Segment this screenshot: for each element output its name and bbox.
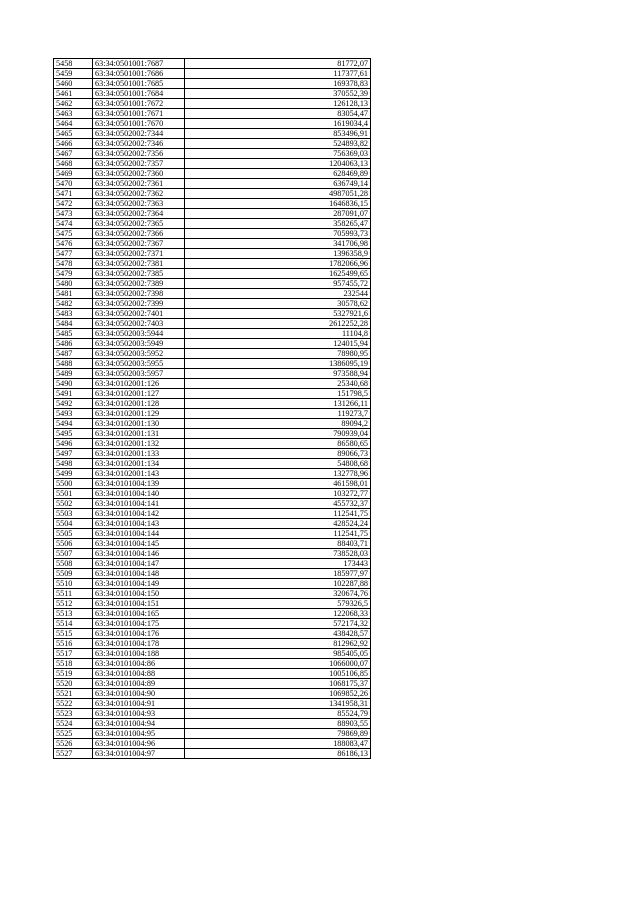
row-number-cell: 5482	[54, 299, 93, 309]
row-number-cell: 5468	[54, 159, 93, 169]
row-number-cell: 5488	[54, 359, 93, 369]
row-number-cell: 5489	[54, 369, 93, 379]
table-row	[54, 579, 371, 589]
value-cell: 79869,89	[185, 729, 371, 739]
table-row	[54, 109, 371, 119]
table-row	[54, 309, 371, 319]
value-cell: 86186,13	[185, 749, 371, 759]
cadastral-number-cell: 63:34:0101004:144	[93, 529, 185, 539]
row-number-cell: 5470	[54, 179, 93, 189]
cadastral-number-cell: 63:34:0501001:7687	[93, 59, 185, 69]
value-cell: 131266,11	[185, 399, 371, 409]
table-row	[54, 409, 371, 419]
row-number-cell: 5477	[54, 249, 93, 259]
table-row	[54, 469, 371, 479]
value-cell: 78980,95	[185, 349, 371, 359]
row-number-cell: 5526	[54, 739, 93, 749]
value-cell: 85524,79	[185, 709, 371, 719]
cadastral-number-cell: 63:34:0502002:7371	[93, 249, 185, 259]
row-number-cell: 5515	[54, 629, 93, 639]
cadastral-number-cell: 63:34:0101004:91	[93, 699, 185, 709]
cadastral-number-cell: 63:34:0501001:7684	[93, 89, 185, 99]
row-number-cell: 5473	[54, 209, 93, 219]
row-number-cell: 5465	[54, 129, 93, 139]
cadastral-number-cell: 63:34:0501001:7685	[93, 79, 185, 89]
table-row	[54, 119, 371, 129]
cadastral-number-cell: 63:34:0102001:134	[93, 459, 185, 469]
cadastral-number-cell: 63:34:0502002:7403	[93, 319, 185, 329]
table-body	[54, 59, 371, 759]
row-number-cell: 5480	[54, 279, 93, 289]
value-cell: 738528,03	[185, 549, 371, 559]
cadastral-number-cell: 63:34:0502002:7398	[93, 289, 185, 299]
row-number-cell: 5485	[54, 329, 93, 339]
value-cell: 705993,73	[185, 229, 371, 239]
value-cell: 185977,97	[185, 569, 371, 579]
cadastral-number-cell: 63:34:0102001:129	[93, 409, 185, 419]
table-row	[54, 209, 371, 219]
table-row	[54, 619, 371, 629]
table-row	[54, 559, 371, 569]
value-cell: 25340,68	[185, 379, 371, 389]
value-cell: 119273,7	[185, 409, 371, 419]
cadastral-number-cell: 63:34:0502002:7356	[93, 149, 185, 159]
value-cell: 287091,07	[185, 209, 371, 219]
row-number-cell: 5486	[54, 339, 93, 349]
table-row	[54, 539, 371, 549]
value-cell: 461598,01	[185, 479, 371, 489]
row-number-cell: 5518	[54, 659, 93, 669]
cadastral-number-cell: 63:34:0101004:149	[93, 579, 185, 589]
value-cell: 1782066,96	[185, 259, 371, 269]
value-cell: 103272,77	[185, 489, 371, 499]
cadastral-table	[53, 58, 371, 759]
value-cell: 579326,5	[185, 599, 371, 609]
table-row	[54, 689, 371, 699]
row-number-cell: 5516	[54, 639, 93, 649]
row-number-cell: 5483	[54, 309, 93, 319]
table-row	[54, 259, 371, 269]
row-number-cell: 5491	[54, 389, 93, 399]
table-row	[54, 449, 371, 459]
table-row	[54, 249, 371, 259]
table-row	[54, 459, 371, 469]
value-cell: 188083,47	[185, 739, 371, 749]
value-cell: 4987051,28	[185, 189, 371, 199]
cadastral-number-cell: 63:34:0502002:7367	[93, 239, 185, 249]
value-cell: 1204063,13	[185, 159, 371, 169]
row-number-cell: 5459	[54, 69, 93, 79]
table-row	[54, 339, 371, 349]
value-cell: 30578,62	[185, 299, 371, 309]
value-cell: 1619034,4	[185, 119, 371, 129]
cadastral-number-cell: 63:34:0502002:7361	[93, 179, 185, 189]
row-number-cell: 5487	[54, 349, 93, 359]
cadastral-number-cell: 63:34:0101004:142	[93, 509, 185, 519]
value-cell: 1005106,85	[185, 669, 371, 679]
cadastral-number-cell: 63:34:0101004:165	[93, 609, 185, 619]
table-row	[54, 489, 371, 499]
value-cell: 358265,47	[185, 219, 371, 229]
table-row	[54, 59, 371, 69]
value-cell: 89094,2	[185, 419, 371, 429]
table-row	[54, 439, 371, 449]
table-row	[54, 699, 371, 709]
cadastral-number-cell: 63:34:0502003:5957	[93, 369, 185, 379]
row-number-cell: 5481	[54, 289, 93, 299]
table-row	[54, 639, 371, 649]
table-row	[54, 229, 371, 239]
row-number-cell: 5497	[54, 449, 93, 459]
row-number-cell: 5476	[54, 239, 93, 249]
table-row	[54, 149, 371, 159]
cadastral-number-cell: 63:34:0101004:143	[93, 519, 185, 529]
value-cell: 124015,94	[185, 339, 371, 349]
cadastral-number-cell: 63:34:0102001:130	[93, 419, 185, 429]
value-cell: 169378,83	[185, 79, 371, 89]
value-cell: 11104,8	[185, 329, 371, 339]
cadastral-number-cell: 63:34:0102001:126	[93, 379, 185, 389]
table-row	[54, 169, 371, 179]
value-cell: 341706,98	[185, 239, 371, 249]
table-row	[54, 609, 371, 619]
cadastral-number-cell: 63:34:0101004:86	[93, 659, 185, 669]
cadastral-number-cell: 63:34:0101004:146	[93, 549, 185, 559]
cadastral-number-cell: 63:34:0502002:7357	[93, 159, 185, 169]
cadastral-number-cell: 63:34:0101004:97	[93, 749, 185, 759]
value-cell: 455732,37	[185, 499, 371, 509]
table-row	[54, 389, 371, 399]
value-cell: 83054,47	[185, 109, 371, 119]
table-row	[54, 369, 371, 379]
row-number-cell: 5520	[54, 679, 93, 689]
table-row	[54, 99, 371, 109]
cadastral-number-cell: 63:34:0502003:5944	[93, 329, 185, 339]
value-cell: 1646836,15	[185, 199, 371, 209]
value-cell: 428524,24	[185, 519, 371, 529]
row-number-cell: 5523	[54, 709, 93, 719]
table-row	[54, 269, 371, 279]
row-number-cell: 5471	[54, 189, 93, 199]
value-cell: 370552,39	[185, 89, 371, 99]
row-number-cell: 5502	[54, 499, 93, 509]
cadastral-number-cell: 63:34:0502002:7346	[93, 139, 185, 149]
value-cell: 86580,65	[185, 439, 371, 449]
table-row	[54, 239, 371, 249]
table-row	[54, 739, 371, 749]
row-number-cell: 5514	[54, 619, 93, 629]
cadastral-number-cell: 63:34:0101004:140	[93, 489, 185, 499]
cadastral-number-cell: 63:34:0502002:7364	[93, 209, 185, 219]
value-cell: 126128,13	[185, 99, 371, 109]
row-number-cell: 5519	[54, 669, 93, 679]
row-number-cell: 5499	[54, 469, 93, 479]
row-number-cell: 5517	[54, 649, 93, 659]
table-row	[54, 279, 371, 289]
value-cell: 89066,73	[185, 449, 371, 459]
table-row	[54, 349, 371, 359]
cadastral-number-cell: 63:34:0502002:7360	[93, 169, 185, 179]
cadastral-number-cell: 63:34:0502002:7365	[93, 219, 185, 229]
value-cell: 628469,89	[185, 169, 371, 179]
row-number-cell: 5494	[54, 419, 93, 429]
row-number-cell: 5496	[54, 439, 93, 449]
value-cell: 54808,68	[185, 459, 371, 469]
cadastral-number-cell: 63:34:0101004:93	[93, 709, 185, 719]
cadastral-number-cell: 63:34:0502002:7399	[93, 299, 185, 309]
table-row	[54, 659, 371, 669]
value-cell: 438428,57	[185, 629, 371, 639]
value-cell: 320674,76	[185, 589, 371, 599]
cadastral-number-cell: 63:34:0101004:139	[93, 479, 185, 489]
cadastral-number-cell: 63:34:0101004:145	[93, 539, 185, 549]
table-row	[54, 749, 371, 759]
value-cell: 88903,55	[185, 719, 371, 729]
table-row	[54, 129, 371, 139]
row-number-cell: 5507	[54, 549, 93, 559]
table-row	[54, 679, 371, 689]
table-row	[54, 599, 371, 609]
row-number-cell: 5460	[54, 79, 93, 89]
table-row	[54, 399, 371, 409]
row-number-cell: 5524	[54, 719, 93, 729]
cadastral-number-cell: 63:34:0502002:7363	[93, 199, 185, 209]
row-number-cell: 5461	[54, 89, 93, 99]
row-number-cell: 5504	[54, 519, 93, 529]
table-row	[54, 79, 371, 89]
cadastral-number-cell: 63:34:0101004:150	[93, 589, 185, 599]
cadastral-number-cell: 63:34:0102001:131	[93, 429, 185, 439]
table-row	[54, 179, 371, 189]
row-number-cell: 5467	[54, 149, 93, 159]
table-row	[54, 629, 371, 639]
row-number-cell: 5505	[54, 529, 93, 539]
cadastral-number-cell: 63:34:0502003:5949	[93, 339, 185, 349]
value-cell: 122068,33	[185, 609, 371, 619]
value-cell: 1069852,26	[185, 689, 371, 699]
cadastral-number-cell: 63:34:0101004:188	[93, 649, 185, 659]
value-cell: 1066000,07	[185, 659, 371, 669]
cadastral-number-cell: 63:34:0101004:96	[93, 739, 185, 749]
cadastral-number-cell: 63:34:0501001:7670	[93, 119, 185, 129]
cadastral-number-cell: 63:34:0101004:178	[93, 639, 185, 649]
row-number-cell: 5469	[54, 169, 93, 179]
table-row	[54, 549, 371, 559]
table-row	[54, 379, 371, 389]
value-cell: 790939,04	[185, 429, 371, 439]
cadastral-number-cell: 63:34:0502002:7401	[93, 309, 185, 319]
row-number-cell: 5500	[54, 479, 93, 489]
cadastral-number-cell: 63:34:0101004:88	[93, 669, 185, 679]
table-row	[54, 359, 371, 369]
cadastral-number-cell: 63:34:0101004:176	[93, 629, 185, 639]
cadastral-number-cell: 63:34:0502003:5955	[93, 359, 185, 369]
table-row	[54, 219, 371, 229]
row-number-cell: 5462	[54, 99, 93, 109]
table-row	[54, 719, 371, 729]
row-number-cell: 5464	[54, 119, 93, 129]
row-number-cell: 5492	[54, 399, 93, 409]
value-cell: 1341958,31	[185, 699, 371, 709]
cadastral-number-cell: 63:34:0502002:7381	[93, 259, 185, 269]
value-cell: 81772,07	[185, 59, 371, 69]
row-number-cell: 5503	[54, 509, 93, 519]
value-cell: 1386095,19	[185, 359, 371, 369]
value-cell: 5327921,6	[185, 309, 371, 319]
cadastral-number-cell: 63:34:0102001:143	[93, 469, 185, 479]
table-row	[54, 89, 371, 99]
row-number-cell: 5463	[54, 109, 93, 119]
table-row	[54, 709, 371, 719]
value-cell: 572174,32	[185, 619, 371, 629]
row-number-cell: 5512	[54, 599, 93, 609]
table-row	[54, 569, 371, 579]
row-number-cell: 5527	[54, 749, 93, 759]
cadastral-number-cell: 63:34:0101004:151	[93, 599, 185, 609]
cadastral-number-cell: 63:34:0101004:148	[93, 569, 185, 579]
row-number-cell: 5506	[54, 539, 93, 549]
cadastral-number-cell: 63:34:0101004:175	[93, 619, 185, 629]
row-number-cell: 5511	[54, 589, 93, 599]
value-cell: 112541,75	[185, 509, 371, 519]
table-row	[54, 519, 371, 529]
value-cell: 853496,91	[185, 129, 371, 139]
value-cell: 151798,5	[185, 389, 371, 399]
cadastral-number-cell: 63:34:0101004:94	[93, 719, 185, 729]
row-number-cell: 5501	[54, 489, 93, 499]
cadastral-number-cell: 63:34:0101004:90	[93, 689, 185, 699]
table-row	[54, 419, 371, 429]
value-cell: 1068175,37	[185, 679, 371, 689]
row-number-cell: 5495	[54, 429, 93, 439]
value-cell: 132778,96	[185, 469, 371, 479]
cadastral-number-cell: 63:34:0102001:133	[93, 449, 185, 459]
row-number-cell: 5490	[54, 379, 93, 389]
row-number-cell: 5522	[54, 699, 93, 709]
value-cell: 636749,14	[185, 179, 371, 189]
cadastral-number-cell: 63:34:0101004:141	[93, 499, 185, 509]
cadastral-number-cell: 63:34:0501001:7671	[93, 109, 185, 119]
table-row	[54, 289, 371, 299]
value-cell: 1396358,9	[185, 249, 371, 259]
row-number-cell: 5479	[54, 269, 93, 279]
cadastral-number-cell: 63:34:0502002:7366	[93, 229, 185, 239]
row-number-cell: 5498	[54, 459, 93, 469]
value-cell: 756369,03	[185, 149, 371, 159]
table-row	[54, 589, 371, 599]
cadastral-number-cell: 63:34:0102001:128	[93, 399, 185, 409]
value-cell: 112541,75	[185, 529, 371, 539]
row-number-cell: 5475	[54, 229, 93, 239]
value-cell: 117377,61	[185, 69, 371, 79]
value-cell: 812962,92	[185, 639, 371, 649]
cadastral-number-cell: 63:34:0102001:127	[93, 389, 185, 399]
cadastral-number-cell: 63:34:0502002:7389	[93, 279, 185, 289]
cadastral-number-cell: 63:34:0501001:7672	[93, 99, 185, 109]
value-cell: 173443	[185, 559, 371, 569]
row-number-cell: 5478	[54, 259, 93, 269]
table-row	[54, 729, 371, 739]
value-cell: 1625499,65	[185, 269, 371, 279]
row-number-cell: 5472	[54, 199, 93, 209]
cadastral-number-cell: 63:34:0501001:7686	[93, 69, 185, 79]
row-number-cell: 5525	[54, 729, 93, 739]
table-row	[54, 499, 371, 509]
cadastral-number-cell: 63:34:0502002:7344	[93, 129, 185, 139]
cadastral-number-cell: 63:34:0102001:132	[93, 439, 185, 449]
row-number-cell: 5474	[54, 219, 93, 229]
cadastral-number-cell: 63:34:0101004:147	[93, 559, 185, 569]
row-number-cell: 5513	[54, 609, 93, 619]
table-row	[54, 669, 371, 679]
value-cell: 2612252,28	[185, 319, 371, 329]
value-cell: 232544	[185, 289, 371, 299]
cadastral-number-cell: 63:34:0502002:7385	[93, 269, 185, 279]
row-number-cell: 5508	[54, 559, 93, 569]
value-cell: 102287,88	[185, 579, 371, 589]
table-row	[54, 329, 371, 339]
table-row	[54, 429, 371, 439]
value-cell: 524893,82	[185, 139, 371, 149]
table-row	[54, 69, 371, 79]
row-number-cell: 5509	[54, 569, 93, 579]
table-row	[54, 189, 371, 199]
row-number-cell: 5484	[54, 319, 93, 329]
value-cell: 985405,05	[185, 649, 371, 659]
table-row	[54, 509, 371, 519]
cadastral-number-cell: 63:34:0502003:5952	[93, 349, 185, 359]
table-row	[54, 649, 371, 659]
table-row	[54, 139, 371, 149]
value-cell: 88403,71	[185, 539, 371, 549]
row-number-cell: 5521	[54, 689, 93, 699]
table-row	[54, 529, 371, 539]
table-row	[54, 479, 371, 489]
row-number-cell: 5466	[54, 139, 93, 149]
cadastral-number-cell: 63:34:0101004:95	[93, 729, 185, 739]
row-number-cell: 5493	[54, 409, 93, 419]
row-number-cell: 5458	[54, 59, 93, 69]
table-row	[54, 159, 371, 169]
table-row	[54, 299, 371, 309]
value-cell: 957455,72	[185, 279, 371, 289]
table-row	[54, 199, 371, 209]
cadastral-number-cell: 63:34:0101004:89	[93, 679, 185, 689]
row-number-cell: 5510	[54, 579, 93, 589]
value-cell: 973588,94	[185, 369, 371, 379]
cadastral-number-cell: 63:34:0502002:7362	[93, 189, 185, 199]
table-row	[54, 319, 371, 329]
